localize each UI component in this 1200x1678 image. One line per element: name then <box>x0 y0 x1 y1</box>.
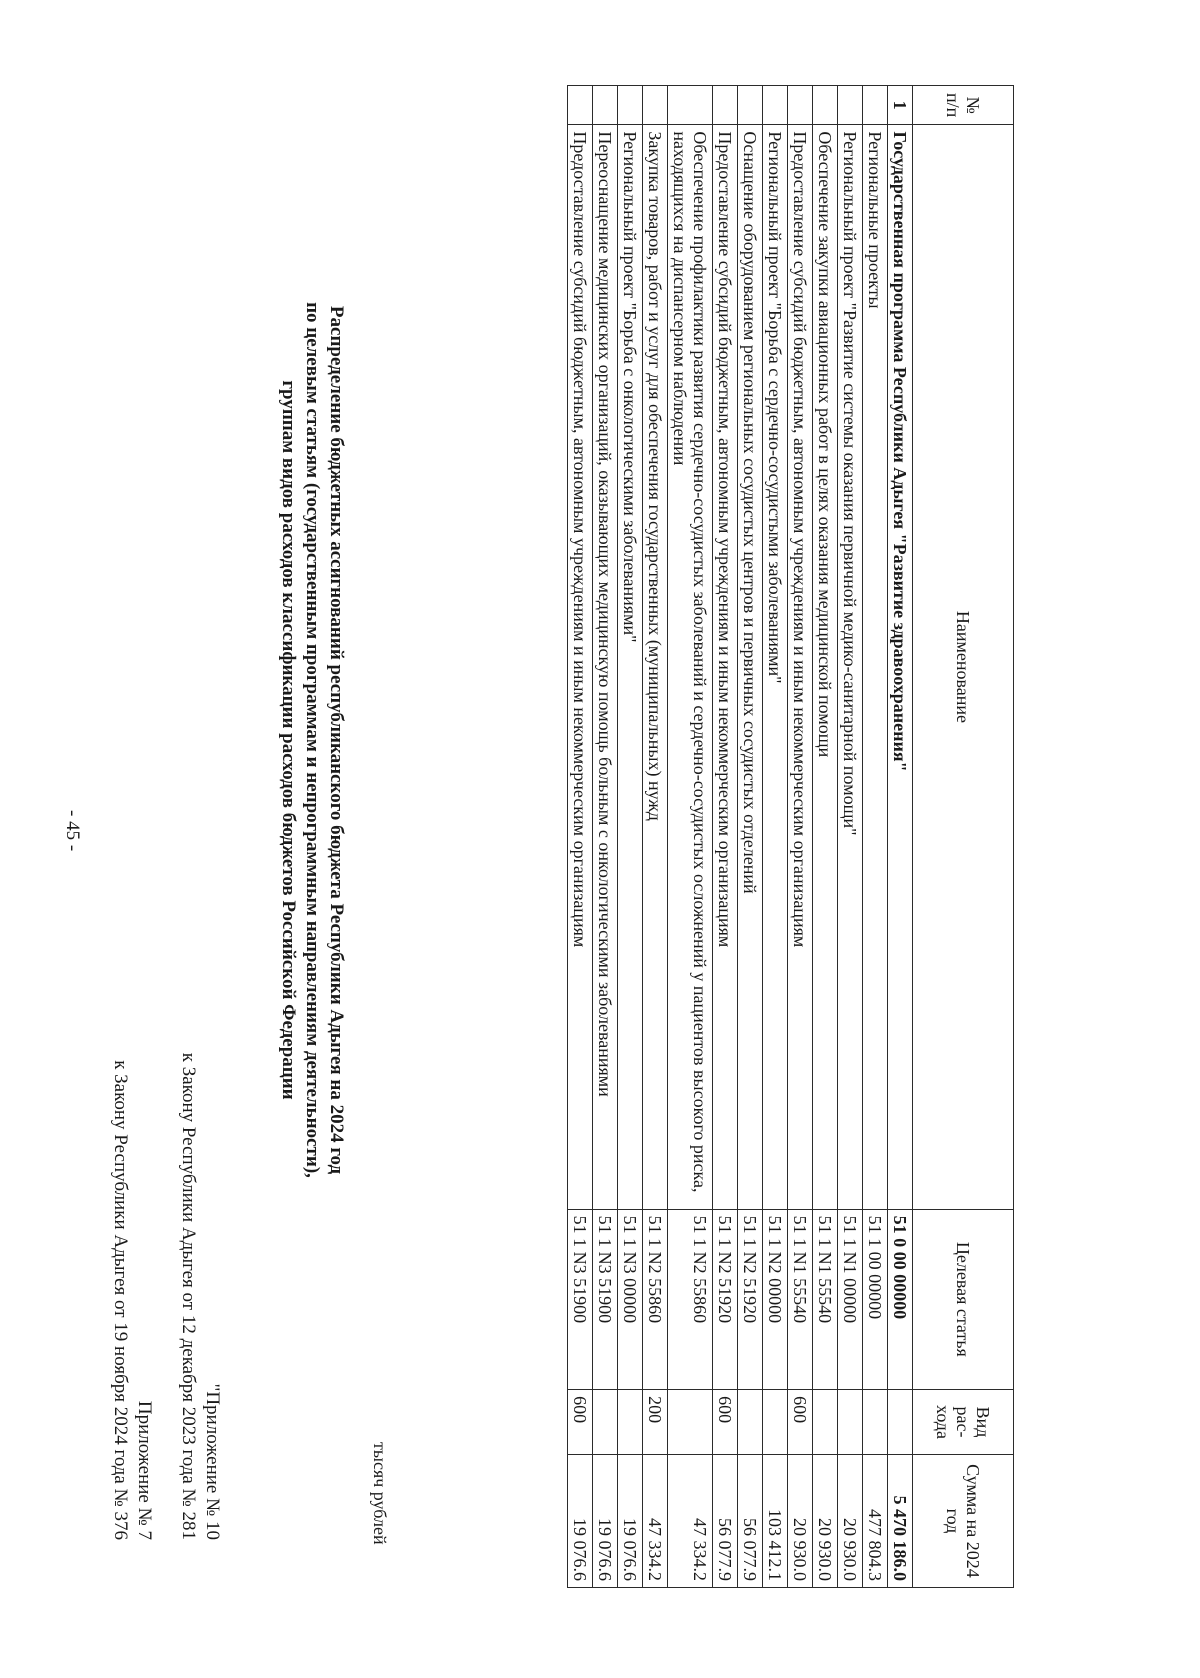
expense-type-cell <box>763 1390 788 1455</box>
row-name-cell: Региональный проект "Борьба с сердечно-сосудистыми заболеваниями" <box>763 125 788 1209</box>
appendix-header <box>108 1060 156 1540</box>
row-name-cell: Переоснащение медицинских организаций, оказывающих медицинскую помощь больным с онкологическими заболеваниями <box>593 125 618 1209</box>
expense-type-cell: 600 <box>568 1390 593 1455</box>
amount-cell: 19 076.6 <box>568 1454 593 1587</box>
amount-cell: 56 077.9 <box>713 1454 738 1587</box>
title-line-1: Распределение бюджетных ассигнований республиканского бюджета Республики Адыгея на 2024 год <box>326 305 347 1175</box>
target-article-cell: 51 1 N3 51900 <box>568 1209 593 1390</box>
amended-appendix-law-reference: к Закону Республики Адыгея от 12 декабря 2023 года № 281 <box>178 1052 199 1540</box>
target-article-cell: 51 1 N3 00000 <box>618 1209 643 1390</box>
document-title <box>276 240 348 1240</box>
budget-allocation-table <box>567 85 1014 1588</box>
column-header-target-article: Целевая статья <box>913 1209 1014 1390</box>
expense-type-cell <box>838 1390 863 1455</box>
table-row <box>788 86 813 1588</box>
amount-cell: 20 930.0 <box>838 1454 863 1587</box>
expense-type-cell: 200 <box>643 1390 668 1455</box>
row-number-cell <box>813 86 838 125</box>
target-article-cell: 51 1 N2 55860 <box>643 1209 668 1390</box>
table-row <box>813 86 838 1588</box>
table-row <box>888 86 913 1588</box>
table-row <box>738 86 763 1588</box>
row-number-cell <box>763 86 788 125</box>
row-name-cell: Закупка товаров, работ и услуг для обеспечения государственных (муниципальных) нужд <box>643 125 668 1209</box>
expense-type-cell <box>668 1390 713 1455</box>
table-header-row <box>913 86 1014 1588</box>
table-row <box>713 86 738 1588</box>
column-header-amount-2024: Сумма на 2024 год <box>913 1454 1014 1587</box>
target-article-cell: 51 1 N2 51920 <box>713 1209 738 1390</box>
amount-cell: 47 334.2 <box>668 1454 713 1587</box>
row-name-cell: Предоставление субсидий бюджетным, автономным учреждениям и иным некоммерческим организациям <box>568 125 593 1209</box>
table-body <box>568 86 913 1588</box>
row-number-cell <box>618 86 643 125</box>
expense-type-cell <box>738 1390 763 1455</box>
table-row <box>863 86 888 1588</box>
row-name-cell: Региональные проекты <box>863 125 888 1209</box>
amended-appendix-header <box>176 1053 224 1540</box>
table-row <box>643 86 668 1588</box>
row-number-cell <box>593 86 618 125</box>
row-number-cell <box>738 86 763 125</box>
appendix-law-reference: к Закону Республики Адыгея от 19 ноября 2024 года № 376 <box>110 1060 131 1540</box>
target-article-cell: 51 1 N2 00000 <box>763 1209 788 1390</box>
expense-type-cell: 600 <box>713 1390 738 1455</box>
expense-type-cell <box>863 1390 888 1455</box>
row-number-cell <box>863 86 888 125</box>
row-number-cell <box>568 86 593 125</box>
expense-type-cell <box>813 1390 838 1455</box>
target-article-cell: 51 1 N3 51900 <box>593 1209 618 1390</box>
table-row <box>838 86 863 1588</box>
target-article-cell: 51 1 N1 55540 <box>813 1209 838 1390</box>
target-article-cell: 51 1 00 00000 <box>863 1209 888 1390</box>
amount-cell: 477 804.3 <box>863 1454 888 1587</box>
row-number-cell <box>668 86 713 125</box>
target-article-cell: 51 1 N2 55860 <box>668 1209 713 1390</box>
row-number-cell: 1 <box>888 86 913 125</box>
row-number-cell <box>788 86 813 125</box>
target-article-cell: 51 0 00 00000 <box>888 1209 913 1390</box>
amended-appendix-number: "Приложение № 10 <box>202 1383 223 1540</box>
row-name-cell: Обеспечение профилактики развития сердечно-сосудистых заболеваний и сердечно-сосудистых осложнений у пациентов высокого риска, находящихся на диспансерном наблюдении <box>668 125 713 1209</box>
row-name-cell: Оснащение оборудованием региональных сосудистых центров и первичных сосудистых отделений <box>738 125 763 1209</box>
amount-cell: 5 470 186.0 <box>888 1454 913 1587</box>
table-row <box>568 86 593 1588</box>
target-article-cell: 51 1 N2 51920 <box>738 1209 763 1390</box>
row-name-cell: Обеспечение закупки авиационных работ в целях оказания медицинской помощи <box>813 125 838 1209</box>
expense-type-cell <box>888 1390 913 1455</box>
amount-cell: 20 930.0 <box>813 1454 838 1587</box>
expense-type-cell: 600 <box>788 1390 813 1455</box>
row-number-cell <box>643 86 668 125</box>
amount-cell: 103 412.1 <box>763 1454 788 1587</box>
row-name-cell: Предоставление субсидий бюджетным, автономным учреждениям и иным некоммерческим организациям <box>713 125 738 1209</box>
expense-type-cell <box>593 1390 618 1455</box>
row-name-cell: Региональный проект "Развитие системы оказания первичной медико-санитарной помощи" <box>838 125 863 1209</box>
amount-cell: 19 076.6 <box>618 1454 643 1587</box>
column-header-name: Наименование <box>913 125 1014 1209</box>
title-line-2: по целевым статьям (государственным программам и непрограммным направлениям деятельности), <box>302 302 323 1178</box>
appendix-number: Приложение № 7 <box>134 1400 155 1540</box>
title-line-3: группам видов расходов классификации расходов бюджетов Российской Федерации <box>278 380 299 1100</box>
expense-type-cell <box>618 1390 643 1455</box>
column-header-expense-type: Вид рас-хода <box>913 1390 1014 1455</box>
row-number-cell <box>838 86 863 125</box>
page-number: - 45 - <box>62 810 83 852</box>
table-row <box>593 86 618 1588</box>
row-name-cell: Предоставление субсидий бюджетным, автономным учреждениям и иным некоммерческим организациям <box>788 125 813 1209</box>
column-header-number: № п/п <box>913 86 1014 125</box>
target-article-cell: 51 1 N1 55540 <box>788 1209 813 1390</box>
row-name-cell: Региональный проект "Борьба с онкологическими заболеваниями" <box>618 125 643 1209</box>
table-row <box>763 86 788 1588</box>
target-article-cell: 51 1 N1 00000 <box>838 1209 863 1390</box>
row-number-cell <box>713 86 738 125</box>
amount-cell: 19 076.6 <box>593 1454 618 1587</box>
row-name-cell: Государственная программа Республики Адыгея "Развитие здравоохранения" <box>888 125 913 1209</box>
amount-cell: 20 930.0 <box>788 1454 813 1587</box>
amount-cell: 47 334.2 <box>643 1454 668 1587</box>
table-row <box>668 86 713 1588</box>
units-label: тысяч рублей <box>370 1442 390 1545</box>
amount-cell: 56 077.9 <box>738 1454 763 1587</box>
table-row <box>618 86 643 1588</box>
